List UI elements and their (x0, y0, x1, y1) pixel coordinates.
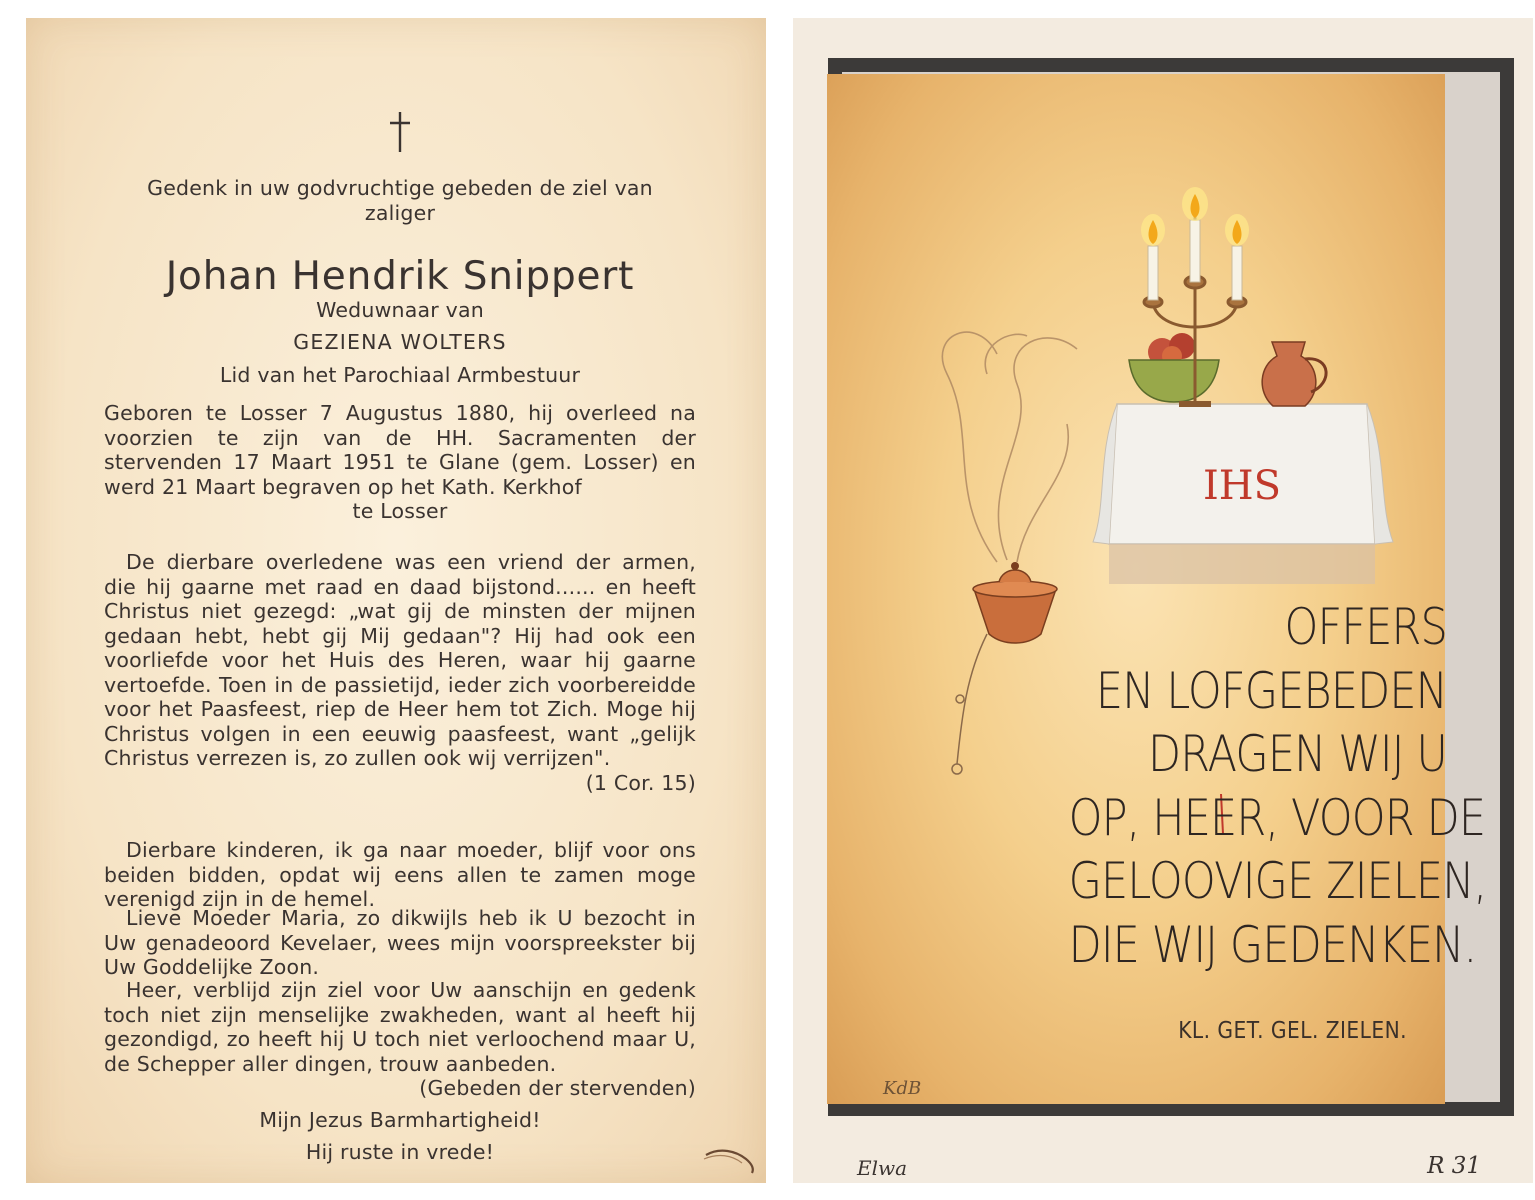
closing-line-mercy: Mijn Jezus Barmhartigheid! (259, 1108, 541, 1132)
jug-icon (1262, 342, 1326, 406)
verse-line: OFFERS (1284, 598, 1447, 656)
artist-signature: KdB (883, 1078, 922, 1099)
ihs-monogram: IHS (1202, 463, 1282, 509)
fruit-bowl-icon (1129, 333, 1219, 402)
intro-text: Gedenk in uw godvruchtige gebeden de ziel van zaliger (147, 176, 653, 225)
incense-smoke (942, 332, 1077, 562)
widower-label: Weduwnaar van (316, 298, 484, 322)
cross-icon (104, 110, 696, 158)
deceased-name: Johan Hendrik Snippert (165, 254, 635, 299)
paragraph-text: Heer, verblijd zijn ziel voor Uw aanschijn en gedenk toch niet zijn menselijke zwakheden, want al heeft hij gezondigd, zo heeft hij U toch niet verloochend maar U, de Schepper aller dingen, trouw aanbeden. (104, 978, 696, 1076)
censer-icon (973, 562, 1057, 643)
verse-line: DIE WIJ GEDENKEN. (1068, 915, 1477, 974)
altar-table (1093, 404, 1393, 584)
censer-chain-icon (957, 634, 987, 764)
verse-line: DRAGEN WIJ U (1148, 725, 1447, 783)
paragraph-mother-mary: Lieve Moeder Maria, zo dikwijls heb ik U bezocht in Uw genadeoord Kevelaer, wees mijn voorspreekster bij Uw Goddelijke Zoon. (104, 906, 696, 979)
series-number: R 31 (1427, 1153, 1481, 1179)
biography-place: te Losser (352, 499, 448, 523)
publisher-mark: Elwa (857, 1156, 908, 1180)
prayer-citation: (Gebeden der stervenden) (419, 1076, 696, 1100)
memorial-card-text-side (26, 18, 766, 1183)
paragraph-friend-of-poor (104, 550, 696, 795)
role-text: Lid van het Parochiaal Armbestuur (219, 363, 581, 387)
paragraph-children: Dierbare kinderen, ik ga naar moeder, blijf voor ons beiden bidden, opdat wij eens allen te zamen moge verenigd zijn in de hemel. (104, 838, 696, 911)
scripture-citation: (1 Cor. 15) (585, 770, 696, 795)
paper-tear-mark (702, 1145, 760, 1175)
verse-line: OP, HEER, VOOR DE (1068, 788, 1486, 847)
verse-line: GELOOVIGE ZIELEN, (1068, 852, 1487, 910)
paragraph-prayer (104, 978, 696, 1101)
memorial-card-image-side (793, 18, 1533, 1183)
spouse-name: GEZIENA WOLTERS (293, 330, 507, 354)
verse-text (1068, 596, 1487, 977)
paragraph-text: De dierbare overledene was een vriend der armen, die hij gaarne met raad en daad bijstond...... en heeft Christus niet gezegd: „wat gij de minsten der mijnen gedaan hebt, hebt gij Mij gedaan"? Hij had ook een voorliefde voor het Huis des Heren, waar hij gaarne vertoefde. Toen in de passietijd, ieder zich voorbereidde voor het Paasfeest, riep de Heer hem tot Zich. Moge hij Christus volgen in een eeuwig paasfeest, want „gelijk Christus verrezen is, zo zullen ook wij verrijzen". (104, 550, 696, 770)
verse-line: EN LOFGEBEDEN (1095, 661, 1447, 720)
closing-line-rest: Hij ruste in vrede! (305, 1140, 495, 1164)
verse-source: KL. GET. GEL. ZIELEN. (1178, 1018, 1407, 1044)
biography-text: Geboren te Losser 7 Augustus 1880, hij overleed na voorzien te zijn van de HH. Sacramenten der stervenden 17 Maart 1951 te Glane (gem. Losser) en werd 21 Maart begraven op het Kath. Kerkhof (104, 401, 696, 499)
